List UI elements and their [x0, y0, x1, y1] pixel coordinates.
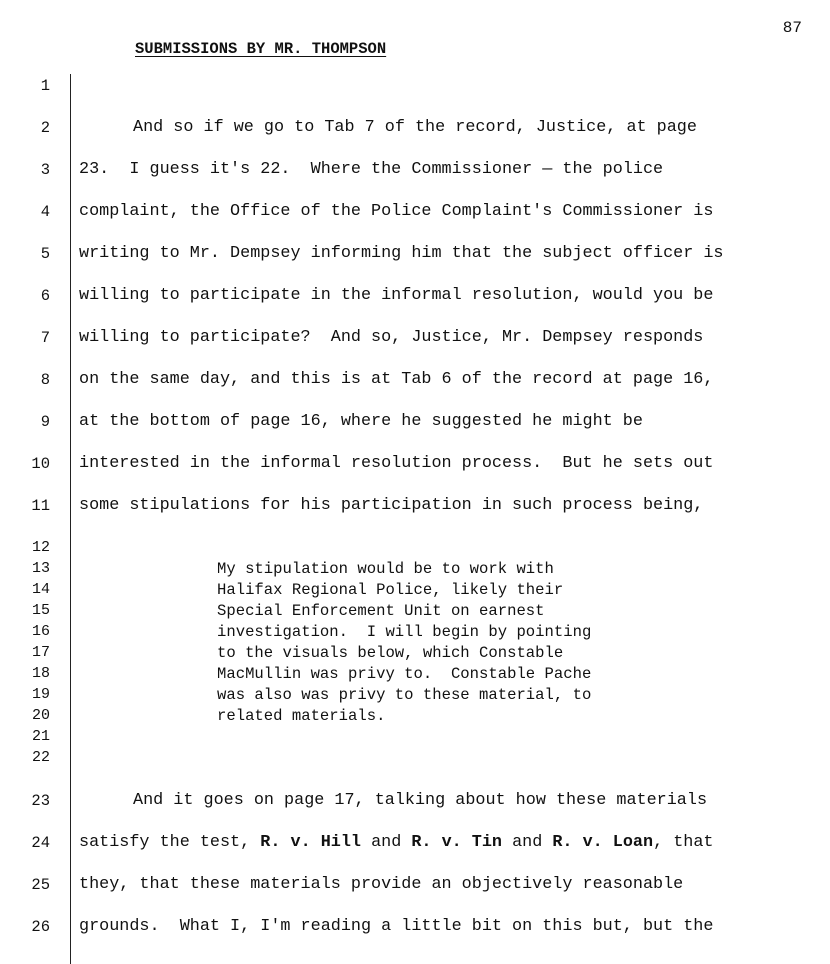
line-number: 14	[31, 581, 50, 598]
transcript-line: on the same day, and this is at Tab 6 of the record at page 16,	[79, 370, 714, 389]
line-text: , that	[653, 833, 714, 852]
line-text: and	[361, 833, 412, 852]
transcript-line: And it goes on page 17, talking about how these materials	[133, 791, 708, 810]
case-citation: R. v. Hill	[260, 833, 361, 852]
line-number: 20	[31, 707, 50, 724]
page-number: 87	[782, 19, 802, 37]
line-number: 10	[31, 455, 50, 473]
quote-line: Halifax Regional Police, likely their	[217, 581, 564, 599]
line-number: 6	[40, 287, 50, 305]
transcript-line: they, that these materials provide an objectively reasonable	[79, 875, 684, 894]
quote-line: Special Enforcement Unit on earnest	[217, 602, 545, 620]
line-number: 7	[40, 329, 50, 347]
line-number: 24	[31, 834, 50, 852]
line-number: 8	[40, 371, 50, 389]
transcript-line: complaint, the Office of the Police Complaint's Commissioner is	[79, 202, 714, 221]
line-number: 2	[40, 119, 50, 137]
case-citation: R. v. Loan	[552, 833, 654, 852]
quote-line: My stipulation would be to work with	[217, 560, 554, 578]
line-number: 16	[31, 623, 50, 640]
quote-line: MacMullin was privy to. Constable Pache	[217, 665, 592, 683]
quote-line: to the visuals below, which Constable	[217, 644, 564, 662]
line-number: 13	[31, 560, 50, 577]
section-heading: SUBMISSIONS BY MR. THOMPSON	[135, 40, 387, 58]
transcript-line: willing to participate in the informal resolution, would you be	[79, 286, 714, 305]
line-number: 26	[31, 918, 50, 936]
line-number: 5	[40, 245, 50, 263]
transcript-line: interested in the informal resolution process. But he sets out	[79, 454, 714, 473]
quote-line: was also was privy to these material, to	[217, 686, 592, 704]
line-number: 21	[31, 728, 50, 745]
line-number: 18	[31, 665, 50, 682]
transcript-line: writing to Mr. Dempsey informing him that the subject officer is	[79, 244, 724, 263]
line-number: 19	[31, 686, 50, 703]
line-number: 12	[31, 539, 50, 556]
case-citation: R. v. Tin	[411, 833, 502, 852]
line-number: 23	[31, 792, 50, 810]
line-number: 3	[40, 161, 50, 179]
line-number: 22	[31, 749, 50, 766]
line-text: satisfy the test,	[79, 833, 261, 852]
line-number: 15	[31, 602, 50, 619]
transcript-line: willing to participate? And so, Justice, Mr. Dempsey responds	[79, 328, 704, 347]
line-number: 11	[31, 497, 50, 515]
transcript-line: And so if we go to Tab 7 of the record, Justice, at page	[133, 118, 697, 137]
transcript-line: some stipulations for his participation in such process being,	[79, 496, 704, 515]
line-number: 1	[40, 77, 50, 95]
transcript-line	[79, 833, 714, 853]
line-number: 9	[40, 413, 50, 431]
line-text: and	[502, 833, 553, 852]
line-number: 4	[40, 203, 50, 221]
margin-rule	[70, 74, 71, 964]
quote-line: investigation. I will begin by pointing	[217, 623, 592, 641]
transcript-line: at the bottom of page 16, where he suggested he might be	[79, 412, 643, 431]
line-number: 25	[31, 876, 50, 894]
transcript-line: 23. I guess it's 22. Where the Commissioner — the police	[79, 160, 664, 179]
line-number: 17	[31, 644, 50, 661]
quote-line: related materials.	[217, 707, 386, 725]
transcript-line: grounds. What I, I'm reading a little bit on this but, but the	[79, 917, 714, 936]
